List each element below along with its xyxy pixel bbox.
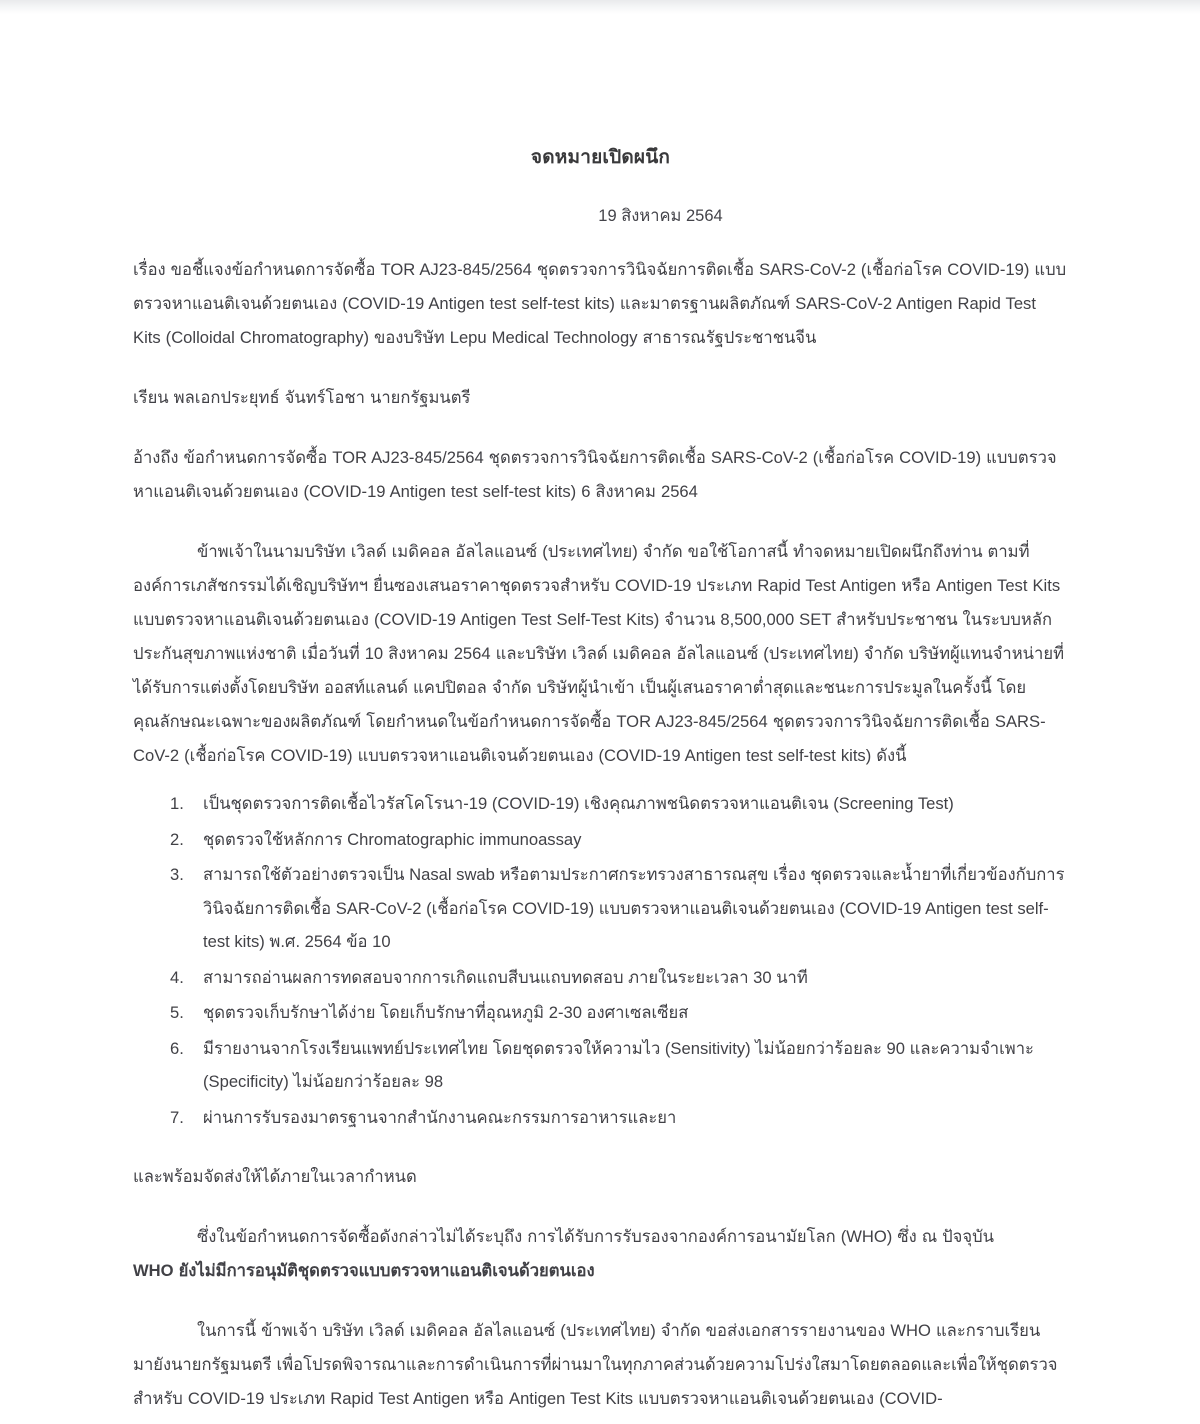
- who-bold-statement: WHO ยังไม่มีการอนุมัติชุดตรวจแบบตรวจหาแอนติเจนด้วยตนเอง: [133, 1261, 595, 1281]
- closing-paragraph: ในการนี้ ข้าพเจ้า บริษัท เวิลด์ เมดิคอล อัลไลแอนซ์ (ประเทศไทย) จำกัด ขอส่งเอกสารรายงานของ WHO และกราบเรียนมายังนายกรัฐมนตรี เพื่อโปรดพิจารณาและการดำเนินการที่ผ่านมาในทุกภาคส่วนด้วยความโปร่งใสมาโดยตลอดและเพื่อให้ชุดตรวจสำหรับ COVID-19 ประเภท Rapid Test Antigen หรือ Antigen Test Kits แบบตรวจหาแอนติเจนด้วยตนเอง (COVID-: [133, 1321, 1058, 1409]
- document-body: [133, 0, 1068, 1424]
- who-paragraph: ซึ่งในข้อกำหนดการจัดซื้อดังกล่าวไม่ได้ระบุถึง การได้รับการรับรองจากองค์การอนามัยโลก (WHO) ซึ่ง ณ ปัจจุบัน: [197, 1227, 994, 1247]
- salutation: เรียน พลเอกประยุทธ์ จันทร์โอชา นายกรัฐมนตรี: [133, 387, 471, 407]
- list-item: มีรายงานจากโรงเรียนแพทย์ประเทศไทย โดยชุดตรวจให้ความไว (Sensitivity) ไม่น้อยกว่าร้อยละ 90 และความจำเพาะ (Specificity) ไม่น้อยกว่าร้อยละ 98: [203, 1038, 1034, 1092]
- main-paragraph: ข้าพเจ้าในนามบริษัท เวิลด์ เมดิคอล อัลไลแอนซ์ (ประเทศไทย) จำกัด ขอใช้โอกาสนี้ ทำจดหมายเปิดผนึกถึงท่าน ตามที่องค์การเภสัชกรรมได้เชิญบริษัทฯ ยื่นซองเสนอราคาชุดตรวจสำหรับ COVID-19 ประเภท Rapid Test Antigen หรือ Antigen Test Kits แบบตรวจหาแอนติเจนด้วยตนเอง (COVID-19 Antigen Test Self-Test Kits) จำนวน 8,500,000 SET สำหรับประชาชน ในระบบหลักประกันสุขภาพแห่งชาติ เมื่อวันที่ 10 สิงหาคม 2564 และบริษัท เวิลด์ เมดิคอล อัลไลแอนซ์ (ประเทศไทย) จำกัด บริษัทผู้แทนจำหน่ายที่ได้รับการแต่งตั้งโดยบริษัท ออสท์แลนด์ แคปปิตอล จำกัด บริษัทผู้นำเข้า เป็นผู้เสนอราคาต่ำสุดและชนะการประมูลในครั้งนี้ โดยคุณลักษณะเฉพาะของผลิตภัณฑ์ โดยกำหนดในข้อกำหนดการจัดซื้อ TOR AJ23-845/2564 ชุดตรวจการวินิจฉัยการติดเชื้อ SARS-CoV-2 (เชื้อก่อโรค COVID-19) แบบตรวจหาแอนติเจนด้วยตนเอง (COVID-19 Antigen test self-test kits) ดังนี้: [133, 542, 1065, 766]
- specification-list: [133, 787, 1068, 1134]
- delivery-note: และพร้อมจัดส่งให้ได้ภายในเวลากำหนด: [133, 1167, 417, 1187]
- subject-paragraph: เรื่อง ขอชี้แจงข้อกำหนดการจัดซื้อ TOR AJ23-845/2564 ชุดตรวจการวินิจฉัยการติดเชื้อ SARS-CoV-2 (เชื้อก่อโรค COVID-19) แบบตรวจหาแอนติเจนด้วยตนเอง (COVID-19 Antigen test self-test kits) และมาตรฐานผลิตภัณฑ์ SARS-CoV-2 Antigen Rapid Test Kits (Colloidal Chromatography) ของบริษัท Lepu Medical Technology สาธารณรัฐประชาชนจีน: [133, 259, 1067, 347]
- list-item: สามารถอ่านผลการทดสอบจากการเกิดแถบสีบนแถบทดสอบ ภายในระยะเวลา 30 นาที: [203, 967, 808, 987]
- list-item: สามารถใช้ตัวอย่างตรวจเป็น Nasal swab หรือตามประกาศกระทรวงสาธารณสุข เรื่อง ชุดตรวจและน้ำยาที่เกี่ยวข้องกับการวินิจฉัยการติดเชื้อ SAR-CoV-2 (เชื้อก่อโรค COVID-19) แบบตรวจหาแอนติเจนด้วยตนเอง (COVID-19 Antigen test self-test kits) พ.ศ. 2564 ข้อ 10: [203, 865, 1065, 952]
- list-item: เป็นชุดตรวจการติดเชื้อไวรัสโคโรนา-19 (COVID-19) เชิงคุณภาพชนิดตรวจหาแอนติเจน (Screening Test): [203, 794, 954, 814]
- list-item: ผ่านการรับรองมาตรฐานจากสำนักงานคณะกรรมการอาหารและยา: [203, 1107, 677, 1127]
- page-title: จดหมายเปิดผนึก: [530, 147, 671, 168]
- list-item: ชุดตรวจใช้หลักการ Chromatographic immunoassay: [203, 829, 582, 849]
- reference-paragraph: อ้างถึง ข้อกำหนดการจัดซื้อ TOR AJ23-845/2564 ชุดตรวจการวินิจฉัยการติดเชื้อ SARS-CoV-2 (เชื้อก่อโรค COVID-19) แบบตรวจหาแอนติเจนด้วยตนเอง (COVID-19 Antigen test self-test kits) 6 สิงหาคม 2564: [133, 447, 1057, 501]
- list-item: ชุดตรวจเก็บรักษาได้ง่าย โดยเก็บรักษาที่อุณหภูมิ 2-30 องศาเซลเซียส: [203, 1003, 689, 1023]
- document-date: 19 สิงหาคม 2564: [598, 206, 723, 225]
